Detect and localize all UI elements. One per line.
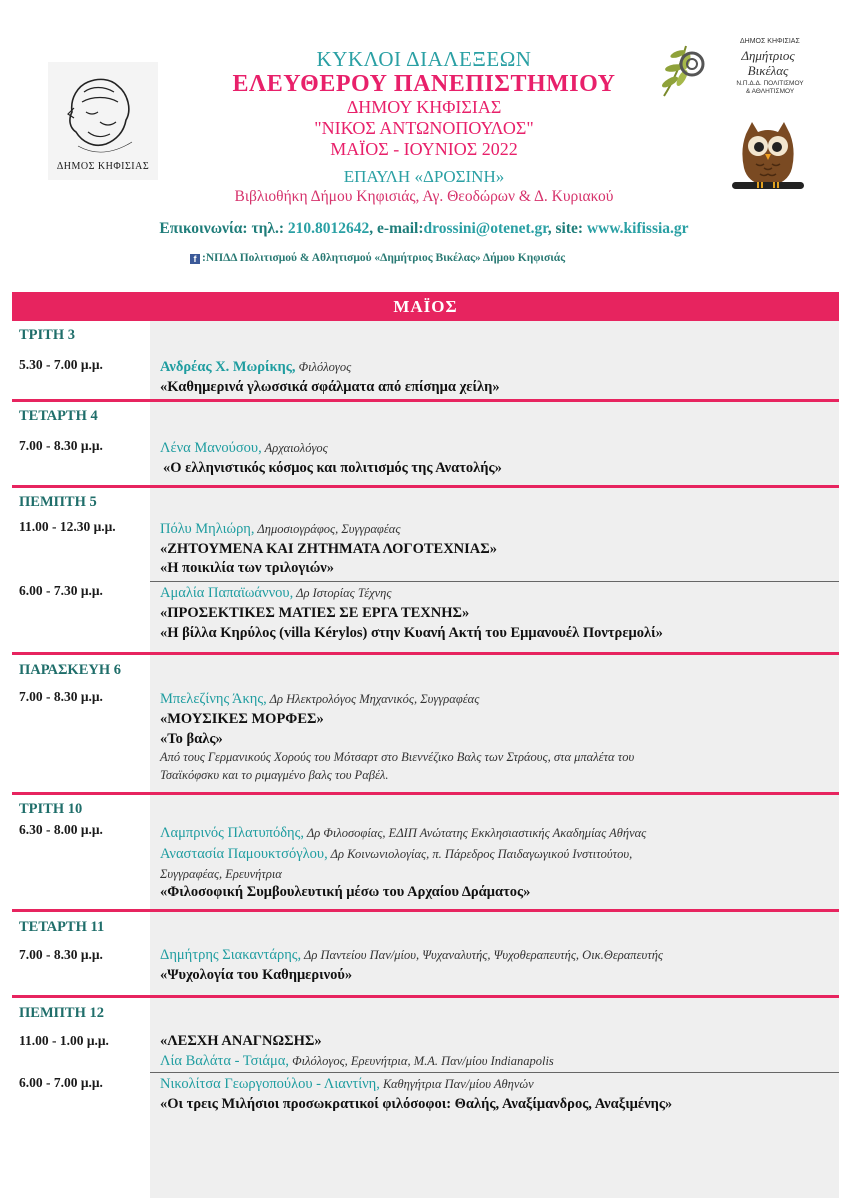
day-separator xyxy=(12,792,839,795)
lecture-subtitle: «Η βίλλα Κηρύλος (villa Kérylos) στην Κυανή Ακτή του Εμμανουέλ Ποντρεμολί» xyxy=(160,625,663,641)
lecture-title: «Φιλοσοφική Συμβουλευτική μέσω του Αρχαίου Δράματος» xyxy=(160,884,531,900)
speaker-role: Δρ Ιστορίας Τέχνης xyxy=(293,586,392,600)
speaker-role: Δρ Φιλοσοφίας, ΕΔΙΠ Ανώτατης Εκκλησιαστικής Ακαδημίας Αθήνας xyxy=(303,826,647,840)
time-label: 7.00 - 8.30 μ.μ. xyxy=(19,438,103,453)
olive-branch-icon xyxy=(656,34,716,102)
contact-label-site: , site: xyxy=(547,220,584,237)
day-separator xyxy=(12,485,839,488)
speaker-name: Ανδρέας Χ. Μωρίκης, xyxy=(160,359,296,375)
speaker-role: Δρ Παντείου Παν/μίου, Ψυχαναλυτής, Ψυχοθεραπευτής, Οικ.Θεραπευτής xyxy=(301,948,663,962)
speaker-name: Πόλυ Μηλιώρη, xyxy=(160,521,255,537)
contact-label-phone: Επικοινωνία: τηλ.: xyxy=(159,220,285,237)
speaker-role: Συγγραφέας, Ερευνήτρια xyxy=(160,867,282,881)
time-label: 6.30 - 8.00 μ.μ. xyxy=(19,822,103,837)
speaker-line xyxy=(160,584,391,602)
speaker-name: Μπελεζίνης Άκης, xyxy=(160,691,267,707)
vikelas-name: Δημήτριος Βικέλας xyxy=(741,48,795,78)
speaker-name: Δημήτρης Σιακαντάρης, xyxy=(160,947,302,963)
time-label: 5.30 - 7.00 μ.μ. xyxy=(19,357,103,372)
schedule-table xyxy=(12,292,839,1198)
lecture-description: Από τους Γερμανικούς Χορούς του Μότσαρτ στο Βιεννέζικο Βαλς των Στράους, στα μπαλέτα του xyxy=(160,750,635,764)
time-label: 6.00 - 7.00 μ.μ. xyxy=(19,1075,103,1090)
speaker-name: Νικολίτσα Γεωργοπούλου - Λιαντίνη, xyxy=(160,1076,380,1092)
speaker-name: Λαμπρινός Πλατυπόδης, xyxy=(160,825,304,841)
lecture-description: Τσαϊκόφσκυ και το ριμαγμένο βαλς του Ραβέλ. xyxy=(160,768,389,782)
speaker-line xyxy=(160,1052,554,1070)
lecture-subtitle: «Η ποικιλία των τριλογιών» xyxy=(160,560,335,576)
lecture-subtitle: «Το βαλς» xyxy=(160,731,223,747)
day-separator xyxy=(12,995,839,998)
speaker-role: Δρ Ηλεκτρολόγος Μηχανικός, Συγγραφέας xyxy=(266,692,480,706)
vikelas-sub1: Ν.Π.Δ.Δ. ΠΟΛΙΤΙΣΜΟΥ xyxy=(736,80,804,87)
speaker-line xyxy=(160,439,328,457)
contact-line xyxy=(0,219,848,238)
vikelas-logo xyxy=(656,34,816,104)
speaker-role: Αρχαιολόγος xyxy=(261,441,328,455)
day-label: ΤΕΤΑΡΤΗ 4 xyxy=(19,408,98,424)
speaker-line xyxy=(160,520,400,538)
month-label: ΜΑΪΟΣ xyxy=(393,297,458,316)
speaker-role: Φιλόλογος, Ερευνήτρια, Μ.Α. Παν/μίου Indianapolis xyxy=(288,1054,554,1068)
day-label: ΠΕΜΠΤΗ 5 xyxy=(19,494,97,510)
speaker-name: Αμαλία Παπαϊωάννου, xyxy=(160,585,294,601)
date-column xyxy=(12,292,150,1198)
month-header xyxy=(12,292,839,321)
speaker-role: Φιλόλογος xyxy=(295,360,352,374)
day-label: ΤΡΙΤΗ 3 xyxy=(19,327,75,343)
venue: ΕΠΑΥΛΗ «ΔΡΟΣΙΝΗ» xyxy=(343,167,505,186)
contact-label-email: , e-mail: xyxy=(369,220,424,237)
header-line1: ΚΥΚΛΟΙ ΔΙΑΛΕΞΕΩΝ xyxy=(316,47,532,71)
facebook-text[interactable]: :ΝΠΔΔ Πολιτισμού & Αθλητισμού «Δημήτριος Βικέλας» Δήμου Κηφισιάς xyxy=(202,252,566,264)
speaker-line xyxy=(160,358,351,376)
slot-separator xyxy=(150,581,839,582)
speaker-line xyxy=(160,690,479,708)
day-label: ΤΡΙΤΗ 10 xyxy=(19,801,83,817)
speaker-role: Καθηγήτρια Παν/μίου Αθηνών xyxy=(379,1077,534,1091)
day-separator xyxy=(12,652,839,655)
speaker-name: Αναστασία Παμουκτσόγλου, xyxy=(160,846,328,862)
speaker-name: Λία Βαλάτα - Τσιάμα, xyxy=(160,1053,289,1069)
lecture-title: «ΛΕΣΧΗ ΑΝΑΓΝΩΣΗΣ» xyxy=(160,1033,322,1049)
speaker-line xyxy=(160,824,646,842)
address: Βιβλιοθήκη Δήμου Κηφισιάς, Αγ. Θεοδώρων & Δ. Κυριακού xyxy=(234,188,614,205)
day-separator xyxy=(12,909,839,912)
speaker-name: Λένα Μανούσου, xyxy=(160,440,262,456)
lecture-title: «Ψυχολογία του Καθημερινού» xyxy=(160,967,353,983)
lecture-title: «Οι τρεις Μιλήσιοι προσωκρατικοί φιλόσοφοι: Θαλής, Αναξίμανδρος, Αναξιμένης» xyxy=(160,1096,673,1112)
speaker-line xyxy=(160,1075,534,1093)
header-line3: ΔΗΜΟΥ ΚΗΦΙΣΙΑΣ xyxy=(346,97,502,117)
time-label: 11.00 - 12.30 μ.μ. xyxy=(19,519,116,534)
menander-head-icon xyxy=(48,62,158,162)
day-separator xyxy=(12,399,839,402)
lecture-title: «ΠΡΟΣΕΚΤΙΚΕΣ ΜΑΤΙΕΣ ΣΕ ΕΡΓΑ ΤΕΧΝΗΣ» xyxy=(160,605,470,621)
time-label: 7.00 - 8.30 μ.μ. xyxy=(19,689,103,704)
lecture-title: «Ο ελληνιστικός κόσμος και πολιτισμός της Ανατολής» xyxy=(163,460,502,476)
time-label: 11.00 - 1.00 μ.μ. xyxy=(19,1033,109,1048)
vikelas-sub xyxy=(726,80,814,96)
lecture-title: «ΜΟΥΣΙΚΕΣ ΜΟΡΦΕΣ» xyxy=(160,711,324,727)
speaker-line xyxy=(160,946,663,964)
day-label: ΠΑΡΑΣΚΕΥΗ 6 xyxy=(19,662,122,678)
header-line5: ΜΑΪΟΣ - ΙΟΥΝΙΟΣ 2022 xyxy=(330,139,518,159)
lecture-title: «Καθημερινά γλωσσικά σφάλματα από επίσημα χείλη» xyxy=(160,379,500,395)
day-label: ΤΕΤΑΡΤΗ 11 xyxy=(19,919,105,935)
header-block xyxy=(150,48,698,206)
slot-separator xyxy=(150,1072,839,1073)
header-line4: "ΝΙΚΟΣ ΑΝΤΩΝΟΠΟΥΛΟΣ" xyxy=(314,118,534,138)
speaker-role: Δημοσιογράφος, Συγγραφέας xyxy=(254,522,401,536)
municipality-caption: ΔΗΜΟΣ ΚΗΦΙΣΙΑΣ xyxy=(56,161,150,172)
vikelas-sub2: & ΑΘΛΗΤΙΣΜΟΥ xyxy=(745,88,795,95)
facebook-icon: f xyxy=(190,254,200,264)
municipality-logo xyxy=(48,62,158,180)
speaker-role: Δρ Κοινωνιολογίας, π. Πάρεδρος Παιδαγωγικού Ινστιτούτου, xyxy=(327,847,633,861)
header-line2: ΕΛΕΥΘΕΡΟΥ ΠΑΝΕΠΙΣΤΗΜΙΟΥ xyxy=(232,71,616,97)
phone: 210.8012642 xyxy=(287,220,370,237)
lecture-title: «ΖΗΤΟΥΜΕΝΑ ΚΑΙ ΖΗΤΗΜΑΤΑ ΛΟΓΟΤΕΧΝΙΑΣ» xyxy=(160,541,497,557)
email-link[interactable]: drossini@otenet.gr xyxy=(423,220,548,237)
owl-icon xyxy=(732,120,804,196)
time-label: 7.00 - 8.30 μ.μ. xyxy=(19,947,103,962)
day-label: ΠΕΜΠΤΗ 12 xyxy=(19,1005,104,1021)
facebook-line xyxy=(190,252,565,264)
vikelas-small: ΔΗΜΟΣ ΚΗΦΙΣΙΑΣ xyxy=(740,38,800,45)
time-label: 6.00 - 7.30 μ.μ. xyxy=(19,583,103,598)
site-link[interactable]: www.kifissia.gr xyxy=(586,220,689,237)
speaker-line xyxy=(160,845,632,863)
